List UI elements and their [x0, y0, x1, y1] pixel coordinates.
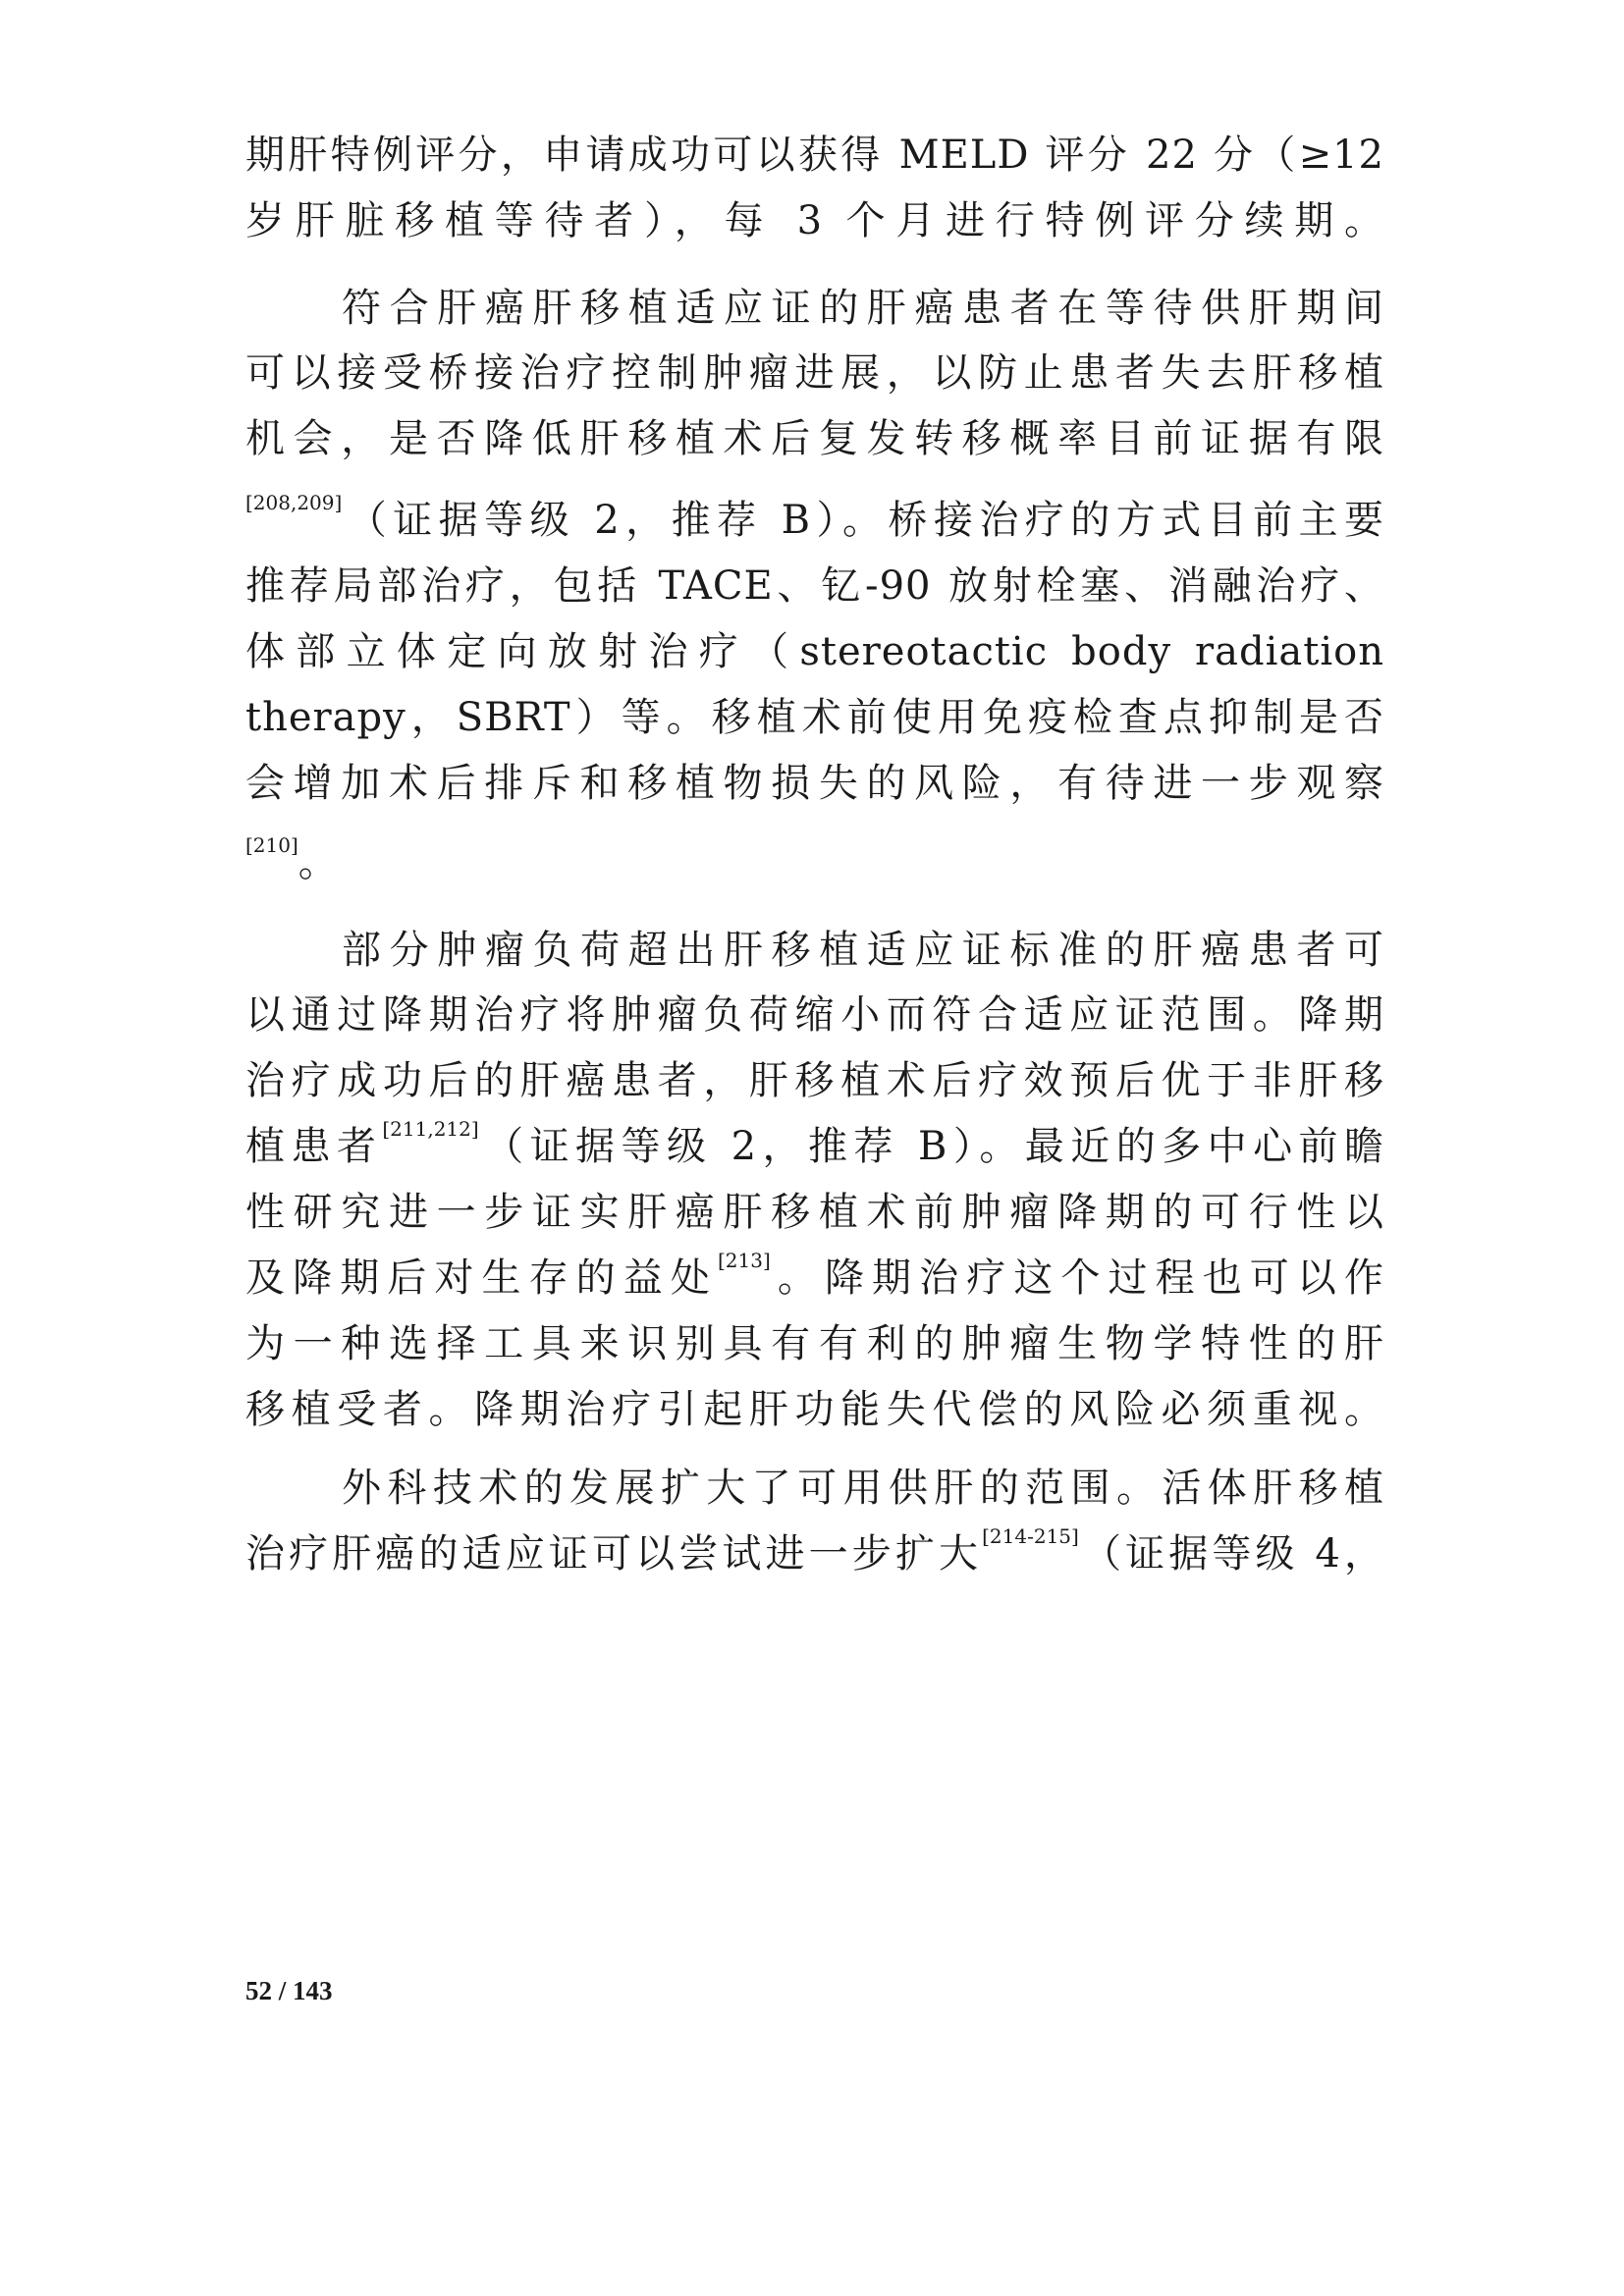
paragraph-start-line: 部分肿瘤负荷超出肝移植适应证标准的肝癌患者可	[342, 928, 1384, 973]
citation-ref: [214-215]	[982, 1524, 1079, 1548]
text-line: therapy，SBRT）等。移植术前使用免疫检查点抑制是否	[245, 695, 1384, 740]
text-line: 可以接受桥接治疗控制肿瘤进展，以防止患者失去肝移植	[245, 350, 1384, 396]
text-line: 体部立体定向放射治疗（stereotactic body radiation	[245, 629, 1384, 674]
citation-ref: [210]	[245, 833, 298, 857]
text-line: 机会，是否降低肝移植术后复发转移概率目前证据有限	[245, 416, 1384, 461]
paragraph-start-line: 外科技术的发展扩大了可用供肝的范围。活体肝移植	[342, 1466, 1384, 1511]
text-line: 及降期后对生存的益处[213]。降期治疗这个过程也可以作	[245, 1249, 1385, 1301]
text-line: 会增加术后排斥和移植物损失的风险，有待进一步观察	[245, 761, 1384, 806]
text-line: 岁肝脏移植等待者），每 3 个月进行特例评分续期。	[245, 198, 1384, 243]
text-line: 移植受者。降期治疗引起肝功能失代偿的风险必须重视。	[245, 1387, 1384, 1432]
text-line: 治疗成功后的肝癌患者，肝移植术后疗效预后优于非肝移	[245, 1058, 1384, 1103]
paragraph-start-line: 符合肝癌肝移植适应证的肝癌患者在等待供肝期间	[342, 286, 1384, 331]
page-number: 52 / 143	[245, 1976, 333, 2005]
text-line: 推荐局部治疗，包括 TACE、钇-90 放射栓塞、消融治疗、	[245, 563, 1384, 609]
text-line: 性研究进一步证实肝癌肝移植术前肿瘤降期的可行性以	[245, 1190, 1384, 1235]
text-line: 期肝特例评分，申请成功可以获得 MELD 评分 22 分（≥12	[245, 133, 1384, 178]
text-line: 为一种选择工具来识别具有有利的肿瘤生物学特性的肝	[245, 1321, 1384, 1366]
text-line: 植患者[211,212]（证据等级 2，推荐 B）。最近的多中心前瞻	[245, 1117, 1384, 1169]
text-line: [210]。	[245, 833, 339, 885]
text-line: [208,209]（证据等级 2，推荐 B）。桥接治疗的方式目前主要	[245, 491, 1384, 543]
citation-ref: [211,212]	[382, 1117, 479, 1141]
citation-ref: [213]	[717, 1249, 771, 1272]
citation-ref: [208,209]	[245, 491, 343, 514]
text-line: 治疗肝癌的适应证可以尝试进一步扩大[214-215]（证据等级 4，	[245, 1524, 1385, 1576]
text-line: 以通过降期治疗将肿瘤负荷缩小而符合适应证范围。降期	[245, 992, 1384, 1038]
